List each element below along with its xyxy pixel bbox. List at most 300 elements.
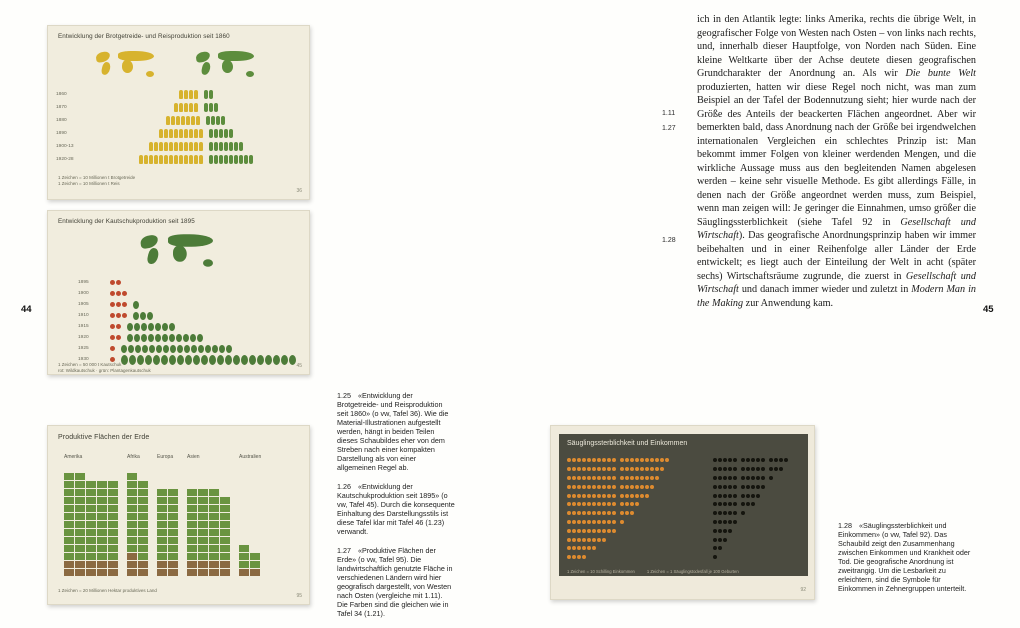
cell [209, 497, 219, 504]
col [220, 497, 230, 576]
cell [168, 561, 178, 568]
dot [741, 511, 745, 515]
dot [572, 529, 576, 533]
sym [185, 355, 192, 365]
dot [733, 458, 737, 462]
irow [567, 518, 800, 527]
plate-legend [58, 588, 157, 594]
cell [138, 553, 148, 560]
sym [116, 302, 121, 307]
sym [169, 334, 175, 342]
cell [127, 545, 137, 552]
dot [597, 511, 601, 515]
sym [191, 345, 197, 353]
cell [157, 569, 167, 576]
dot [655, 458, 659, 462]
sym [110, 313, 115, 318]
sym [171, 116, 175, 125]
sym [244, 155, 248, 164]
cell [108, 529, 118, 536]
dot [741, 485, 745, 489]
sgroup [149, 142, 203, 151]
sym [159, 142, 163, 151]
incgroup [567, 476, 713, 480]
caption-number: 1.28 [838, 521, 852, 530]
caption-column-right [838, 521, 976, 603]
dark-chart-panel [559, 434, 808, 576]
caption-text: «Entwicklung der Brotgetreide- und Reisproduktion seit 1860» (o vw, Tafel 36). Wie die Material-Illustrationen aufgestellt werden, hängt in beiden Teilen dieses Schaubildes eher von dem Streben nach einer kompakten Darstellung als von einer allgemeinen Regel ab. [337, 391, 449, 472]
dot [713, 546, 717, 550]
dot [567, 538, 571, 542]
blob [168, 234, 213, 247]
prow [78, 299, 303, 310]
sym [135, 345, 141, 353]
prow [78, 321, 303, 332]
dot [612, 529, 616, 533]
dot [582, 476, 586, 480]
dot [713, 467, 717, 471]
cell [64, 481, 74, 488]
col [250, 553, 260, 576]
cell [250, 569, 260, 576]
incgroup [567, 458, 713, 462]
col [108, 481, 118, 576]
dot [607, 502, 611, 506]
dot [655, 467, 659, 471]
colgroup [127, 454, 148, 576]
dot [597, 502, 601, 506]
cell [209, 513, 219, 520]
sym [174, 129, 178, 138]
dot [756, 485, 760, 489]
dot [572, 520, 576, 524]
dot [607, 529, 611, 533]
sym [205, 345, 211, 353]
col [187, 489, 197, 576]
sym [221, 116, 225, 125]
cell [86, 505, 96, 512]
sym [162, 323, 168, 331]
sym [122, 313, 127, 318]
sym [134, 323, 140, 331]
irow [567, 535, 800, 544]
sym [189, 142, 193, 151]
sgroup [206, 116, 225, 125]
dot [723, 502, 727, 506]
plate-number: 92 [800, 587, 806, 593]
caption-1-26 [337, 482, 455, 536]
dot [587, 458, 591, 462]
sgroup [110, 302, 127, 307]
sym [226, 345, 232, 353]
dot [733, 511, 737, 515]
dot [582, 511, 586, 515]
dot [602, 538, 606, 542]
dot [761, 458, 765, 462]
sym [229, 142, 233, 151]
plabel: 1900 [78, 291, 89, 296]
sym [174, 103, 178, 112]
collabel: Europa [157, 454, 174, 460]
cols [187, 464, 230, 576]
sym [149, 155, 153, 164]
sym [116, 291, 121, 296]
dot [607, 511, 611, 515]
sym [163, 345, 169, 353]
dot [602, 458, 606, 462]
deathgroup [713, 546, 723, 550]
col [138, 481, 148, 576]
sym [196, 116, 200, 125]
dot [718, 485, 722, 489]
blob [140, 234, 159, 249]
cell [97, 561, 107, 568]
sym [212, 345, 218, 353]
deathgroup [713, 485, 769, 489]
legend-line: rot: Wildkautschuk · grün: Plantagenkautschuk [58, 368, 151, 373]
col [239, 545, 249, 576]
cell [127, 529, 137, 536]
cell [187, 489, 197, 496]
sym [225, 355, 232, 365]
dot [650, 476, 654, 480]
prow [56, 101, 303, 114]
dot [635, 476, 639, 480]
deathgroup [713, 511, 746, 515]
sym [229, 155, 233, 164]
plate-title: Produktive Flächen der Erde [58, 434, 150, 441]
cell [220, 537, 230, 544]
irow [567, 465, 800, 474]
dot [660, 458, 664, 462]
dot [607, 476, 611, 480]
cell [64, 529, 74, 536]
pictogram-rows-rubber [78, 277, 303, 365]
dot [723, 529, 727, 533]
dot [728, 485, 732, 489]
dot [733, 467, 737, 471]
sym [199, 129, 203, 138]
dot [620, 476, 624, 480]
cell [86, 569, 96, 576]
cell [168, 553, 178, 560]
blob [246, 71, 254, 77]
cell [108, 521, 118, 528]
dot [774, 467, 778, 471]
plate-saeuglingssterblichkeit [550, 425, 815, 600]
dot [587, 467, 591, 471]
dot [597, 529, 601, 533]
cell [127, 521, 137, 528]
incgroup [567, 485, 713, 489]
dot [577, 546, 581, 550]
sym [209, 103, 213, 112]
dot [572, 546, 576, 550]
dot [577, 494, 581, 498]
dot [713, 502, 717, 506]
dot [761, 485, 765, 489]
sym [249, 355, 256, 365]
dot [746, 458, 750, 462]
cell [138, 481, 148, 488]
deathgroup [713, 538, 728, 542]
cell [239, 569, 249, 576]
dot [640, 458, 644, 462]
sym [219, 129, 223, 138]
dot [640, 494, 644, 498]
sym [179, 103, 183, 112]
dot [723, 467, 727, 471]
cell [64, 553, 74, 560]
dot [592, 502, 596, 506]
plabel: 1910 [78, 313, 89, 318]
cell [64, 545, 74, 552]
plabel: 1880 [56, 118, 67, 123]
dot [733, 494, 737, 498]
dot [630, 511, 634, 515]
dot [592, 476, 596, 480]
sym [186, 116, 190, 125]
sym [219, 345, 225, 353]
sym [209, 142, 213, 151]
blob [146, 247, 159, 265]
cell [198, 513, 208, 520]
psyms [88, 142, 303, 151]
cell [75, 569, 85, 576]
dot [567, 520, 571, 524]
dot [572, 538, 576, 542]
blob [222, 60, 233, 73]
dot [602, 511, 606, 515]
cell [220, 569, 230, 576]
dot [733, 476, 737, 480]
cell [157, 561, 167, 568]
sym [234, 142, 238, 151]
margin-ref-1-27: 1.27 [662, 125, 676, 132]
dot [620, 494, 624, 498]
blob [203, 259, 213, 267]
cell [97, 537, 107, 544]
prow [56, 127, 303, 140]
deathgroup [713, 467, 784, 471]
psyms [110, 323, 303, 331]
sym [209, 90, 213, 99]
incgroup [567, 520, 713, 524]
cell [168, 529, 178, 536]
dot [567, 494, 571, 498]
sgroup [159, 129, 203, 138]
dot [741, 467, 745, 471]
dot [660, 467, 664, 471]
sgroup [166, 116, 200, 125]
dot [723, 485, 727, 489]
dot [713, 485, 717, 489]
sym [184, 155, 188, 164]
cell [97, 513, 107, 520]
irow [567, 482, 800, 491]
dot [728, 494, 732, 498]
blob [218, 51, 254, 61]
incgroup [567, 529, 713, 533]
dot [587, 520, 591, 524]
cell [75, 529, 85, 536]
deathgroup [713, 476, 774, 480]
dot [572, 476, 576, 480]
dot [630, 494, 634, 498]
dot [779, 467, 783, 471]
plabel: 1890 [56, 131, 67, 136]
sym [176, 116, 180, 125]
dot [741, 502, 745, 506]
dot [572, 494, 576, 498]
dot [572, 485, 576, 489]
plabel: 1920-28 [56, 157, 74, 162]
irow [567, 544, 800, 553]
dot [784, 458, 788, 462]
dot [597, 476, 601, 480]
sym [189, 129, 193, 138]
cell [138, 513, 148, 520]
cell [108, 569, 118, 576]
cell [157, 505, 167, 512]
dot [587, 538, 591, 542]
sgroup [110, 313, 127, 318]
cell [86, 545, 96, 552]
cell [127, 481, 137, 488]
dot [592, 529, 596, 533]
cell [209, 569, 219, 576]
cell [168, 521, 178, 528]
dot [728, 511, 732, 515]
dot [597, 458, 601, 462]
cell [220, 545, 230, 552]
dot [746, 485, 750, 489]
sym [140, 312, 146, 320]
dot [728, 520, 732, 524]
dot [635, 502, 639, 506]
blob [173, 246, 187, 262]
plabel: 1930 [78, 357, 89, 362]
dot [582, 502, 586, 506]
sym [116, 313, 121, 318]
cell [86, 561, 96, 568]
cell [86, 537, 96, 544]
dot [718, 467, 722, 471]
psyms [110, 334, 303, 342]
dot [592, 520, 596, 524]
dot [582, 520, 586, 524]
dot [713, 511, 717, 515]
caption-1-28 [838, 521, 976, 593]
prow [56, 153, 303, 166]
sym [184, 345, 190, 353]
sym [127, 334, 133, 342]
cell [108, 553, 118, 560]
plate-brotgetreide-reisproduktion [47, 25, 310, 200]
sym [217, 355, 224, 365]
cell [168, 497, 178, 504]
dot [741, 494, 745, 498]
caption-text: «Säuglingssterblichkeit und Einkommen» (o vw, Tafel 92). Das Schaubild zeigt den Zusammenhang zwischen Einkommen und Krankheit oder Tod. Die geografische Anordnung ist zweitrangig. Um die Lesbarkeit zu erleichtern, sind die Symbole für Einkommen in Zehnergruppen unterteilt. [838, 521, 971, 593]
dot [728, 476, 732, 480]
collabel: Afrika [127, 454, 140, 460]
cell [75, 561, 85, 568]
sym [224, 155, 228, 164]
dot [756, 476, 760, 480]
sym [134, 334, 140, 342]
sym [209, 155, 213, 164]
cell [198, 529, 208, 536]
cell [168, 569, 178, 576]
cell [86, 489, 96, 496]
page-number-right: 45 [983, 304, 994, 315]
dot [718, 520, 722, 524]
dot [577, 520, 581, 524]
dot [723, 520, 727, 524]
blob [95, 51, 110, 63]
dot [602, 494, 606, 498]
dot [620, 458, 624, 462]
incgroup [567, 546, 713, 550]
dot [612, 485, 616, 489]
sym [219, 155, 223, 164]
cell [157, 537, 167, 544]
cell [168, 505, 178, 512]
dot [718, 502, 722, 506]
dot [592, 511, 596, 515]
dot [718, 529, 722, 533]
cell [157, 497, 167, 504]
dot [592, 538, 596, 542]
sym [239, 142, 243, 151]
sym [159, 155, 163, 164]
dot [587, 494, 591, 498]
sgroup [110, 280, 121, 285]
dot [751, 494, 755, 498]
sgroup [179, 90, 198, 99]
cell [187, 545, 197, 552]
psyms [88, 103, 303, 112]
cell [127, 489, 137, 496]
col [86, 481, 96, 576]
dot [577, 467, 581, 471]
sym [204, 103, 208, 112]
cell [75, 553, 85, 560]
dot [728, 458, 732, 462]
blob [122, 60, 133, 73]
dot [713, 458, 717, 462]
sym [211, 116, 215, 125]
sgroup [174, 103, 198, 112]
psyms [110, 345, 303, 353]
cell [97, 497, 107, 504]
cols [157, 464, 178, 576]
cell [138, 561, 148, 568]
dot [751, 502, 755, 506]
sym [193, 355, 200, 365]
sym [128, 345, 134, 353]
cell [157, 545, 167, 552]
dot [612, 520, 616, 524]
irow [567, 526, 800, 535]
dot [630, 458, 634, 462]
dot [607, 520, 611, 524]
sym [214, 155, 218, 164]
dot [756, 494, 760, 498]
dot [572, 467, 576, 471]
dot [620, 511, 624, 515]
dot [761, 476, 765, 480]
